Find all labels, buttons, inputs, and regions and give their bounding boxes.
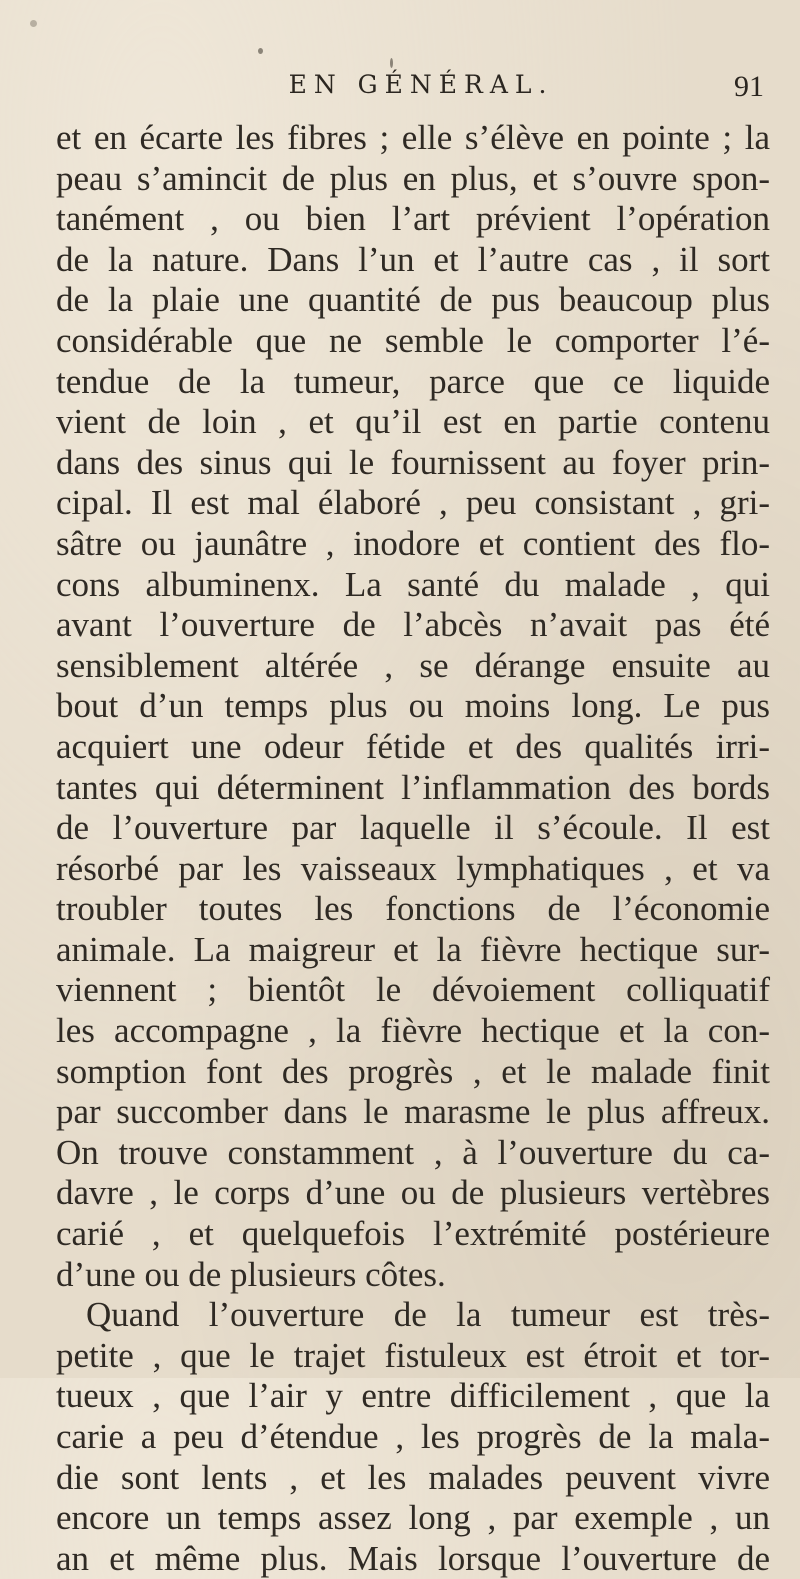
text-line: petite , que le trajet fistuleux est étroit et tor- <box>56 1335 770 1375</box>
text-line: par succomber dans le marasme le plus affreux. <box>56 1092 770 1132</box>
text-line: die sont lents , et les malades peuvent vivre <box>56 1457 770 1497</box>
text-line: somption font des progrès , et le malade finit <box>56 1051 770 1091</box>
running-head: EN GÉNÉRAL. <box>288 70 554 99</box>
text-line: acquiert une odeur fétide et des qualités irri- <box>56 726 770 766</box>
text-line: avant l’ouverture de l’abcès n’avait pas été <box>56 605 770 645</box>
text-line: davre , le corps d’une ou de plusieurs vertèbres <box>56 1173 770 1213</box>
paragraph-2 <box>56 1295 770 1579</box>
text-line: peau s’amincit de plus en plus, et s’ouvre spon- <box>56 158 770 198</box>
text-line: les accompagne , la fièvre hectique et la con- <box>56 1011 770 1051</box>
text-line: tantes qui déterminent l’inflammation des bords <box>56 767 770 807</box>
text-line: Quand l’ouverture de la tumeur est très- <box>86 1295 770 1335</box>
page-number: 91 <box>734 70 764 103</box>
text-line: de l’ouverture par laquelle il s’écoule. Il est <box>56 808 770 848</box>
page-header <box>78 66 764 106</box>
body-text <box>56 118 770 1579</box>
text-line: cons albuminenx. La santé du malade , qui <box>56 564 770 604</box>
text-line: dans des sinus qui le fournissent au foyer prin- <box>56 442 770 482</box>
text-line: carie a peu d’étendue , les progrès de la mala- <box>56 1417 770 1456</box>
text-line: animale. La maigreur et la fièvre hectique sur- <box>56 929 770 969</box>
text-line: tueux , que l’air y entre difficilement , que la <box>56 1376 770 1416</box>
text-line: tendue de la tumeur, parce que ce liquide <box>56 361 770 401</box>
text-line: sâtre ou jaunâtre , inodore et contient des flo- <box>56 523 770 563</box>
text-line: considérable que ne semble le comporter l’é- <box>56 320 770 360</box>
text-line: tanément , ou bien l’art prévient l’opération <box>56 199 770 239</box>
text-line: bout d’un temps plus ou moins long. Le pus <box>56 686 770 726</box>
ink-speck <box>30 20 37 27</box>
text-line: carié , et quelquefois l’extrémité postérieure <box>56 1214 770 1254</box>
text-line: de la nature. Dans l’un et l’autre cas , il sort <box>56 239 770 279</box>
text-line: vient de loin , et qu’il est en partie contenu <box>56 402 770 442</box>
text-line: de la plaie une quantité de pus beaucoup plus <box>56 280 770 320</box>
text-line: cipal. Il est mal élaboré , peu consistant , gri- <box>56 483 770 523</box>
text-line: viennent ; bientôt le dévoiement colliquatif <box>56 970 770 1010</box>
paragraph-1 <box>56 118 770 1295</box>
text-line: an et même plus. Mais lorsque l’ouverture de <box>56 1538 770 1578</box>
text-line: d’une ou de plusieurs côtes. <box>56 1254 446 1294</box>
text-line: résorbé par les vaisseaux lymphatiques , et va <box>56 848 770 888</box>
text-line: et en écarte les fibres ; elle s’élève en pointe ; la <box>56 118 770 157</box>
text-line: On trouve constamment , à l’ouverture du ca- <box>56 1132 770 1172</box>
ink-speck <box>258 48 263 54</box>
text-line: troubler toutes les fonctions de l’économie <box>56 889 770 929</box>
text-line: encore un temps assez long , par exemple , un <box>56 1498 770 1538</box>
text-line: sensiblement altérée , se dérange ensuite au <box>56 645 770 685</box>
